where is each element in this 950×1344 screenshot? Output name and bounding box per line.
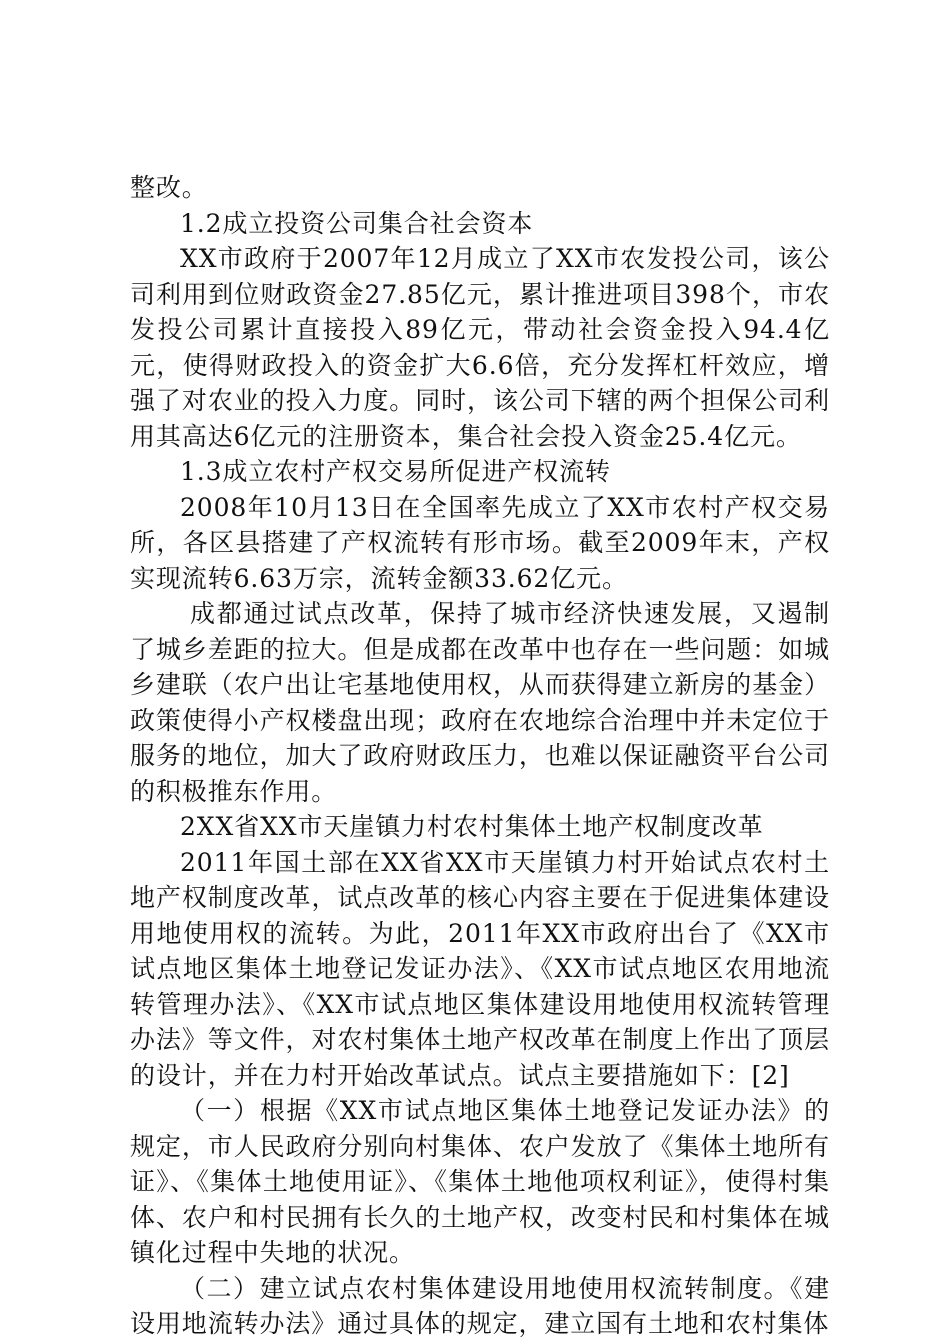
paragraph-chengdu-summary: 成都通过试点改革，保持了城市经济快速发展，又遏制了城乡差距的拉大。但是成都在改革中也存在一些问题：如城乡建联（农户出让宅基地使用权，从而获得建立新房的基金）政策使得小产权楼盘出现；政府在农地综合治理中并未定位于服务的地位，加大了政府财政压力，也难以保证融资平台公司的积极推东作用。	[130, 599, 830, 806]
section-heading-1-2: 1.2成立投资公司集合社会资本	[180, 208, 534, 238]
document-body	[130, 170, 830, 1342]
paragraph-pilot-reform: 2011年国土部在XX省XX市天崖镇力村开始试点农村土地产权制度改革，试点改革的核心内容主要在于促进集体建设用地使用权的流转。为此，2011年XX市政府出台了《XX市试点地区集体土地登记发证办法》、《XX市试点地区农用地流转管理办法》、《XX市试点地区集体建设用地使用权流转管理办法》等文件，对农村集体土地产权改革在制度上作出了顶层的设计，并在力村开始改革试点。试点主要措施如下：[2]	[130, 847, 830, 1090]
paragraph-continuation: 整改。	[130, 173, 208, 202]
paragraph-measure-2: （二）建立试点农村集体建设用地使用权流转制度。《建设用地流转办法》通过具体的规定，建立国有土地和农村集体	[130, 1273, 830, 1338]
paragraph-investment-company: XX市政府于2007年12月成立了XX市农发投公司，该公司利用到位财政资金27.85亿元，累计推进项目398个，市农发投公司累计直接投入89亿元，带动社会资金投入94.4亿元，使得财政投入的资金扩大6.6倍，充分发挥杠杆效应，增强了对农业的投入力度。同时，该公司下辖的两个担保公司利用其高达6亿元的注册资本，集合社会投入资金25.4亿元。	[130, 244, 830, 451]
section-heading-1-3: 1.3成立农村产权交易所促进产权流转	[180, 457, 611, 486]
paragraph-property-exchange: 2008年10月13日在全国率先成立了XX市农村产权交易所，各区县搭建了产权流转有形市场。截至2009年末，产权实现流转6.63万宗，流转金额33.62亿元。	[130, 492, 830, 593]
paragraph-measure-1: （一）根据《XX市试点地区集体土地登记发证办法》的规定，市人民政府分别向村集体、农户发放了《集体土地所有证》、《集体土地使用证》、《集体土地他项权利证》，使得村集体、农户和村民拥有长久的土地产权，改变村民和村集体在城镇化过程中失地的状况。	[130, 1096, 830, 1267]
section-heading-2: 2XX省XX市天崖镇力村农村集体土地产权制度改革	[180, 812, 764, 841]
